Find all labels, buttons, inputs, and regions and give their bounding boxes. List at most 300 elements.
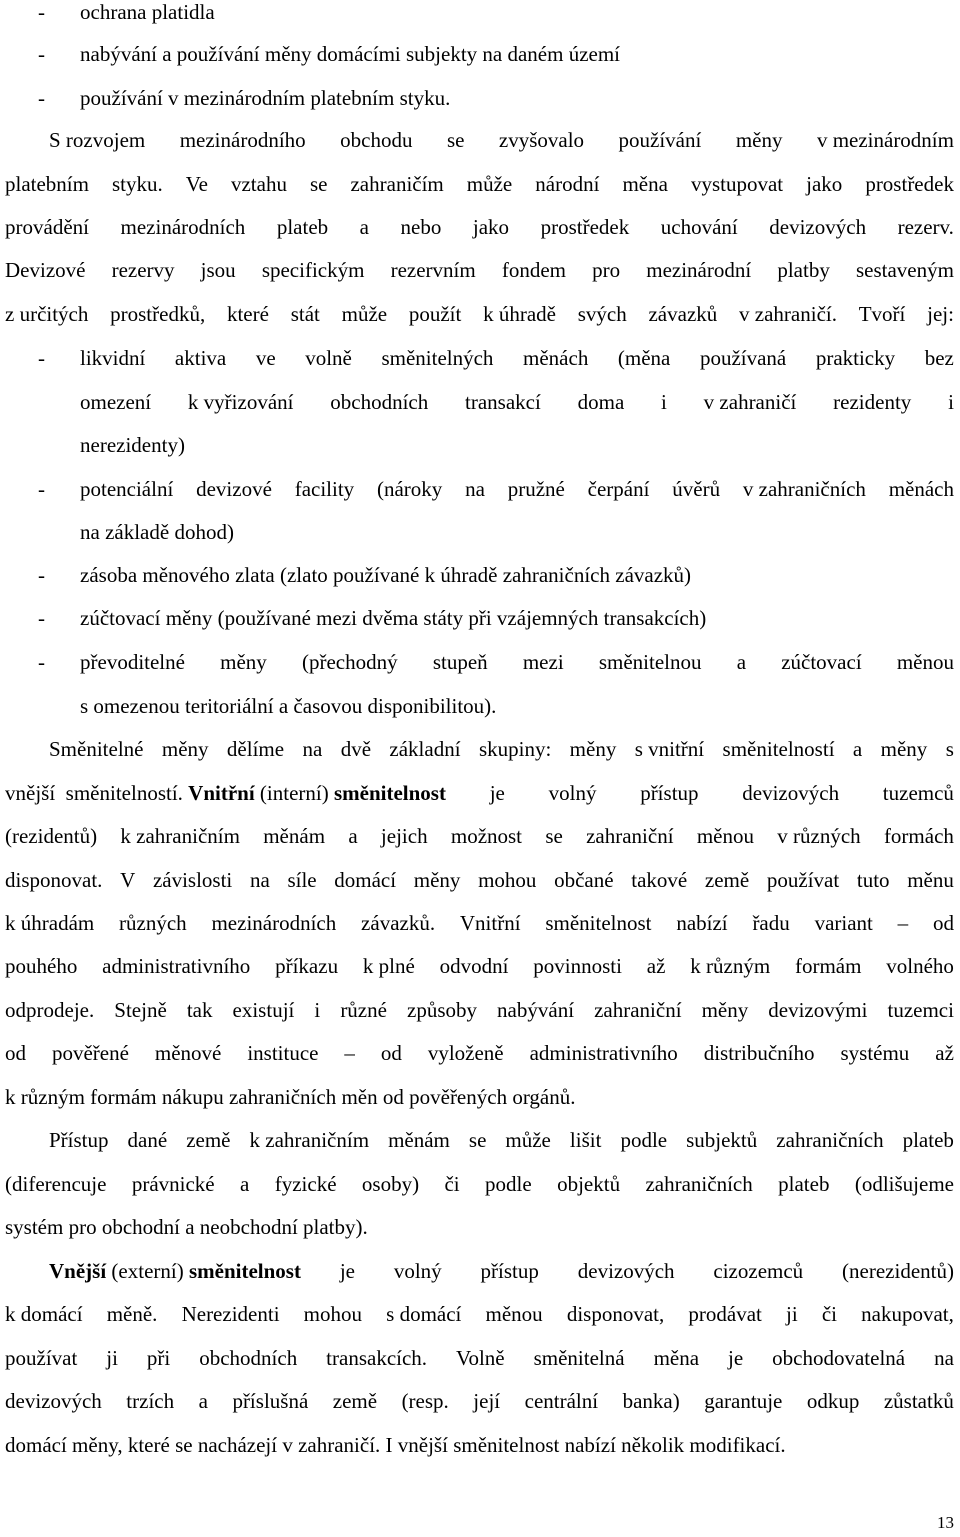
word: (nerezidentů) — [842, 1259, 954, 1283]
word: v zahraničí — [703, 390, 797, 414]
word: rezervním — [390, 258, 476, 282]
justified-line — [49, 128, 954, 153]
word: Směnitelné — [49, 737, 144, 761]
word: přístup — [480, 1259, 539, 1283]
paragraph-line — [0, 824, 960, 854]
word: disponovat. — [5, 868, 103, 892]
list-dash: - — [38, 86, 45, 110]
bold-term: Vnější — [49, 1259, 107, 1283]
paragraph-last-line: domácí měny, které se nacházejí v zahraničí. I vnější směnitelnost nabízí několik modifikací. — [5, 1433, 786, 1457]
word: jsou — [200, 258, 236, 282]
paragraph-line — [0, 954, 960, 984]
word: lišit — [569, 1128, 602, 1152]
text-run: Vnější (externí) směnitelnost — [49, 1259, 301, 1283]
word: fondem — [501, 258, 566, 282]
word: administrativního — [529, 1041, 678, 1065]
word: i — [948, 390, 954, 414]
justified-line — [80, 650, 954, 675]
word: devizovými — [768, 998, 868, 1022]
word: měna — [653, 1346, 700, 1370]
word: (rezidentů) — [5, 824, 98, 848]
word: či — [821, 1302, 837, 1326]
justified-line — [5, 1389, 954, 1414]
word: trzích — [126, 1389, 175, 1413]
list-item-continuation — [0, 520, 960, 550]
word: občané — [554, 868, 614, 892]
word: fyzické — [274, 1172, 337, 1196]
paragraph-line — [0, 1259, 960, 1289]
word: zahraničních — [776, 1128, 884, 1152]
word: odprodeje. — [5, 998, 95, 1022]
list-item-text: s omezenou teritoriální a časovou disponibilitou). — [80, 694, 497, 718]
word: Vnitřní — [459, 911, 521, 935]
word: k domácí — [5, 1302, 83, 1326]
word: používat — [5, 1346, 78, 1370]
word: devizových — [742, 781, 840, 805]
list-dash: - — [38, 0, 45, 24]
word: platby — [777, 258, 830, 282]
paragraph-line — [0, 1346, 960, 1376]
word: vyloženě — [427, 1041, 504, 1065]
word: volně — [305, 346, 352, 370]
word: garantuje — [704, 1389, 783, 1413]
word: doma — [577, 390, 625, 414]
paragraph-line — [0, 1389, 960, 1419]
word: facility — [294, 477, 355, 501]
paragraph-line — [0, 258, 960, 288]
justified-line — [5, 1302, 954, 1327]
word: je — [728, 1346, 744, 1370]
word: domácí — [334, 868, 397, 892]
word: možnost — [450, 824, 523, 848]
justified-line — [80, 477, 954, 502]
word: nebo — [400, 215, 442, 239]
list-item — [0, 346, 960, 376]
word: s domácí — [386, 1302, 462, 1326]
word: dělíme — [226, 737, 285, 761]
justified-line — [5, 172, 954, 197]
word: Ve — [185, 172, 208, 196]
word: prostředek — [540, 215, 630, 239]
list-item — [0, 0, 960, 30]
list-item-text: zúčtovací měny (používané mezi dvěma státy při vzájemných transakcích) — [80, 606, 707, 630]
word: k zahraničním — [249, 1128, 370, 1152]
list-item — [0, 563, 960, 593]
word: Devizové — [5, 258, 86, 282]
word: řadu — [752, 911, 790, 935]
word: styku. — [112, 172, 163, 196]
word: zahraniční — [586, 824, 674, 848]
word: a — [240, 1172, 250, 1196]
word: (resp. — [401, 1389, 449, 1413]
word: povinnosti — [533, 954, 622, 978]
list-item-text: zásoba měnového zlata (zlato používané k úhradě zahraničních závazků) — [80, 563, 692, 587]
word: od — [932, 911, 954, 935]
justified-line — [5, 824, 954, 849]
justified-line — [5, 1172, 954, 1197]
word: ve — [255, 346, 276, 370]
list-item — [0, 86, 960, 116]
word: formám — [794, 954, 862, 978]
word: specifickým — [261, 258, 365, 282]
word: k různým — [690, 954, 771, 978]
word: a — [852, 737, 863, 761]
word: s vnitřní — [634, 737, 705, 761]
justified-line — [49, 1128, 954, 1153]
word: prodávat — [688, 1302, 762, 1326]
word: k plné — [362, 954, 415, 978]
justified-line — [5, 954, 954, 979]
justified-line — [5, 1041, 954, 1066]
word: ji — [786, 1302, 798, 1326]
word: k úhradě — [483, 302, 556, 326]
word: prostředků, — [110, 302, 206, 326]
word: Stejně — [114, 998, 167, 1022]
word: měnám — [263, 824, 326, 848]
list-dash: - — [38, 477, 45, 501]
word: rezerv. — [897, 215, 954, 239]
justified-line — [80, 346, 954, 371]
word: instituce — [247, 1041, 319, 1065]
word: použít — [408, 302, 462, 326]
word: plateb — [902, 1128, 954, 1152]
justified-line — [5, 215, 954, 240]
word: transakcí — [465, 390, 541, 414]
word: způsoby — [407, 998, 477, 1022]
list-item-text: používání v mezinárodním platebním styku. — [80, 86, 451, 110]
word: mohou — [303, 1302, 363, 1326]
word: v různých — [777, 824, 861, 848]
word: měna — [622, 172, 668, 196]
word: dvě — [340, 737, 372, 761]
word: z určitých — [5, 302, 89, 326]
word: jako — [806, 172, 843, 196]
word: na — [249, 868, 270, 892]
word: země — [332, 1389, 378, 1413]
word: zúčtovací — [781, 650, 862, 674]
paragraph-line — [0, 215, 960, 245]
word: čerpání — [587, 477, 650, 501]
list-dash: - — [38, 650, 45, 674]
word: národní — [535, 172, 600, 196]
word: závazků. — [361, 911, 436, 935]
word: používaná — [699, 346, 787, 370]
word: právnické — [131, 1172, 215, 1196]
word: na — [934, 1346, 954, 1370]
word: volný — [548, 781, 597, 805]
page-number: 13 — [937, 1513, 954, 1532]
word: likvidní — [80, 346, 146, 370]
word: mezi — [522, 650, 564, 674]
word: nabývání — [497, 998, 575, 1022]
word: v zahraničí. — [739, 302, 837, 326]
list-dash: - — [38, 563, 45, 587]
word: devizových — [577, 1259, 675, 1283]
justified-line — [5, 258, 954, 283]
word: existují — [232, 998, 295, 1022]
list-item — [0, 650, 960, 680]
word: používání — [618, 128, 702, 152]
word: s — [945, 737, 954, 761]
word: mezinárodních — [120, 215, 246, 239]
word: různé — [340, 998, 387, 1022]
word: úvěrů — [672, 477, 721, 501]
word: při — [146, 1346, 171, 1370]
paragraph-line — [0, 998, 960, 1028]
word: – — [344, 1041, 355, 1065]
list-item-text: na základě dohod) — [80, 520, 234, 544]
word: systému — [840, 1041, 910, 1065]
justified-line — [5, 781, 954, 806]
word: se — [468, 1128, 487, 1152]
word: měnách — [523, 346, 589, 370]
list-item — [0, 606, 960, 636]
word: až — [935, 1041, 954, 1065]
word: vztahu — [230, 172, 287, 196]
word: směnitelnost — [545, 911, 652, 935]
word: pověřené — [51, 1041, 129, 1065]
word: devizových — [769, 215, 867, 239]
word: se — [309, 172, 328, 196]
word: bez — [924, 346, 954, 370]
word: nakupovat, — [861, 1302, 954, 1326]
word: pružné — [507, 477, 565, 501]
paragraph-line — [0, 302, 960, 332]
word: na — [465, 477, 485, 501]
word: měny — [413, 868, 461, 892]
word: zahraniční — [594, 998, 682, 1022]
word: a — [359, 215, 369, 239]
word: Přístup — [49, 1128, 109, 1152]
word: devizových — [5, 1389, 102, 1413]
word: její — [473, 1389, 501, 1413]
word: cizozemců — [713, 1259, 804, 1283]
word: pouhého — [5, 954, 78, 978]
word: a — [198, 1389, 208, 1413]
word: měnou — [896, 650, 954, 674]
text-run: vnější směnitelností. Vnitřní (interní) směnitelnost — [5, 781, 446, 805]
word: distribučního — [703, 1041, 815, 1065]
word: volného — [886, 954, 954, 978]
word: subjektů — [686, 1128, 758, 1152]
word: měny — [735, 128, 783, 152]
word: a — [348, 824, 358, 848]
list-item-continuation — [0, 694, 960, 724]
word: variant — [814, 911, 873, 935]
word: až — [646, 954, 666, 978]
word: V — [120, 868, 136, 892]
word: obchodních — [330, 390, 429, 414]
word: měně. — [106, 1302, 158, 1326]
word: směnitelná — [533, 1346, 625, 1370]
word: – — [897, 911, 909, 935]
list-item — [0, 477, 960, 507]
paragraph-line — [0, 1041, 960, 1071]
word: zvyšovalo — [498, 128, 585, 152]
word: prakticky — [815, 346, 896, 370]
word: měny — [701, 998, 749, 1022]
word: převoditelné — [80, 650, 185, 674]
word: (diferencuje — [5, 1172, 107, 1196]
word: měnové — [154, 1041, 222, 1065]
bold-term: směnitelnost — [333, 781, 446, 805]
word: zahraničím — [350, 172, 444, 196]
word: v zahraničních — [742, 477, 866, 501]
paragraph-line — [0, 1215, 960, 1245]
word: je — [339, 1259, 355, 1283]
word: rezervy — [111, 258, 175, 282]
word: které — [226, 302, 269, 326]
word: k zahraničním — [120, 824, 240, 848]
word: měny — [220, 650, 267, 674]
word: závislosti — [152, 868, 233, 892]
list-item-continuation — [0, 433, 960, 463]
word: mezinárodního — [179, 128, 306, 152]
word: stát — [290, 302, 320, 326]
justified-line — [5, 998, 954, 1023]
word: objektů — [557, 1172, 621, 1196]
word: potenciální — [80, 477, 174, 501]
word: může — [341, 302, 388, 326]
paragraph-last-line: systém pro obchodní a neobchodní platby). — [5, 1215, 368, 1239]
word: země — [186, 1128, 231, 1152]
word: zůstatků — [883, 1389, 954, 1413]
word: v mezinárodním — [816, 128, 954, 152]
word: mohou — [478, 868, 537, 892]
word: Tvoří — [858, 302, 906, 326]
word: přístup — [640, 781, 699, 805]
word: země — [704, 868, 750, 892]
word: mezinárodních — [211, 911, 337, 935]
word: sestaveným — [855, 258, 954, 282]
word: odvodní — [439, 954, 509, 978]
word: k vyřizování — [187, 390, 294, 414]
word: směnitelností — [722, 737, 835, 761]
justified-line — [5, 1346, 954, 1371]
word: i — [314, 998, 321, 1022]
word: jako — [472, 215, 510, 239]
word: osoby) — [361, 1172, 420, 1196]
word: zahraničních — [645, 1172, 753, 1196]
word: od — [380, 1041, 402, 1065]
list-item-text: ochrana platidla — [80, 0, 215, 24]
word: základní — [389, 737, 461, 761]
word: S rozvojem — [49, 128, 146, 152]
word: Volně — [456, 1346, 505, 1370]
word: je — [489, 781, 505, 805]
word: plateb — [276, 215, 329, 239]
word: stupeň — [432, 650, 488, 674]
list-dash: - — [38, 606, 45, 630]
word: příslušná — [232, 1389, 309, 1413]
word: jejich — [380, 824, 428, 848]
word: svých — [577, 302, 627, 326]
word: obchodních — [199, 1346, 298, 1370]
word: směnitelnou — [598, 650, 702, 674]
word: Nerezidenti — [181, 1302, 280, 1326]
paragraph-line — [0, 1302, 960, 1332]
word: měnou — [485, 1302, 543, 1326]
justified-line — [5, 302, 954, 327]
word: tuzemci — [887, 998, 954, 1022]
word: měnu — [907, 868, 954, 892]
word: tuzemců — [882, 781, 954, 805]
paragraph-line — [0, 911, 960, 941]
list-item — [0, 42, 960, 72]
paragraph-line — [0, 128, 960, 158]
word: či — [444, 1172, 460, 1196]
word: k úhradám — [5, 911, 95, 935]
word: se — [545, 824, 563, 848]
word: uchování — [660, 215, 738, 239]
word: omezení — [80, 390, 152, 414]
word: i — [661, 390, 667, 414]
word: aktiva — [174, 346, 227, 370]
word: měny — [569, 737, 617, 761]
paragraph-line — [0, 1128, 960, 1158]
word: (měna — [617, 346, 671, 370]
word: měnách — [888, 477, 954, 501]
word: skupiny: — [478, 737, 552, 761]
paragraph-line — [0, 172, 960, 202]
word: síle — [287, 868, 317, 892]
word: může — [466, 172, 513, 196]
word: obchodu — [340, 128, 413, 152]
list-item-text: nabývání a používání měny domácími subjekty na daném území — [80, 42, 621, 66]
paragraph-last-line: k různým formám nákupu zahraničních měn od pověřených orgánů. — [5, 1085, 576, 1109]
word: devizové — [196, 477, 272, 501]
word: různých — [119, 911, 187, 935]
word: jej: — [927, 302, 954, 326]
word: provádění — [5, 215, 89, 239]
list-item-continuation — [0, 390, 960, 420]
justified-line — [49, 1259, 954, 1284]
paragraph-line — [0, 737, 960, 767]
word: ji — [106, 1346, 118, 1370]
word: měny — [880, 737, 928, 761]
word: a — [736, 650, 747, 674]
word: měnou — [696, 824, 754, 848]
word: se — [446, 128, 465, 152]
bold-term: Vnitřní — [188, 781, 255, 805]
justified-line — [5, 911, 954, 936]
word: měny — [161, 737, 209, 761]
word: tuto — [856, 868, 890, 892]
word: plateb — [778, 1172, 830, 1196]
word: mezinárodní — [646, 258, 752, 282]
list-dash: - — [38, 42, 45, 66]
word: od — [5, 1041, 26, 1065]
paragraph-line — [0, 781, 960, 811]
word: vystupovat — [690, 172, 784, 196]
word: banka) — [622, 1389, 680, 1413]
word: formách — [883, 824, 954, 848]
justified-line — [49, 737, 954, 762]
word: takové — [631, 868, 688, 892]
word: centrální — [524, 1389, 599, 1413]
word: rezidenty — [833, 390, 912, 414]
word: (odlišujeme — [854, 1172, 954, 1196]
list-item-text: nerezidenty) — [80, 433, 185, 457]
word: může — [505, 1128, 551, 1152]
word: disponovat, — [566, 1302, 665, 1326]
word: administrativního — [102, 954, 251, 978]
bold-term: směnitelnost — [188, 1259, 301, 1283]
word: na — [302, 737, 323, 761]
word: směnitelných — [381, 346, 494, 370]
word: závazků — [648, 302, 718, 326]
word: volný — [393, 1259, 442, 1283]
